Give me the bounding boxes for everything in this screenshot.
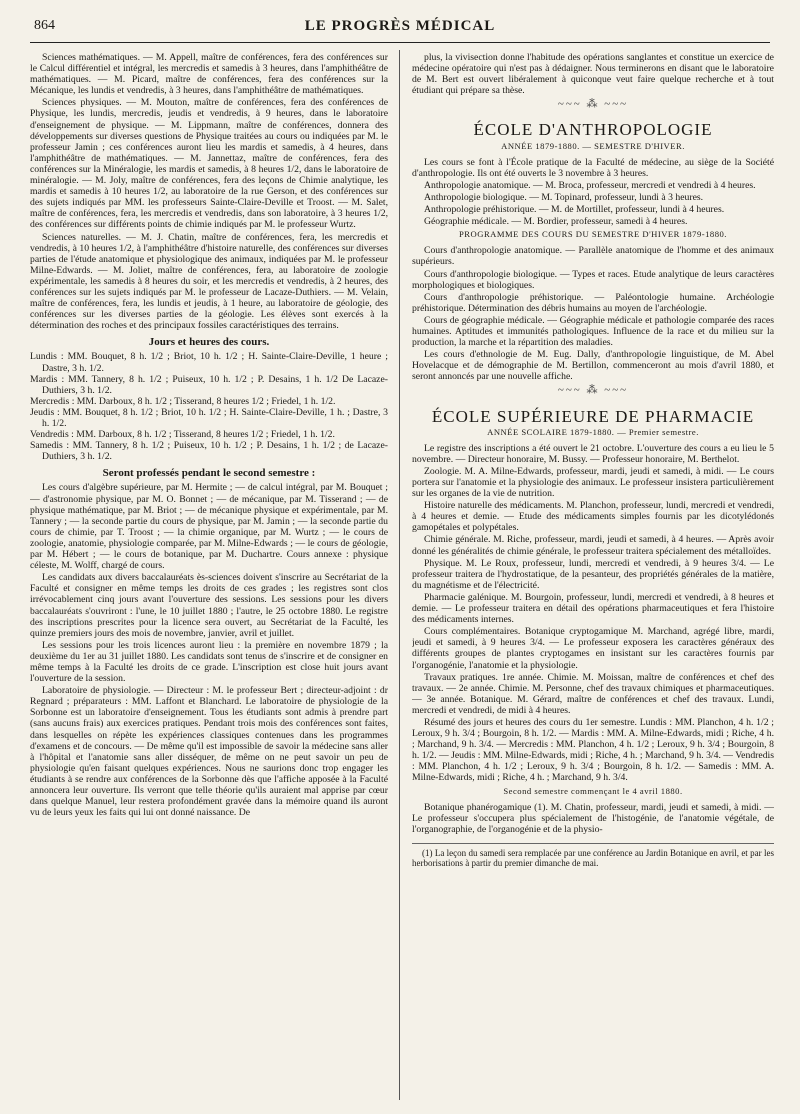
subheading-programme: PROGRAMME DES COURS DU SEMESTRE D'HIVER 1879-1880. — [459, 229, 727, 240]
paragraph-botanique: Botanique phanérogamique (1). M. Chatin, professeur, mardi, jeudi et samedi, à midi. — Le professeur s'occupera plus spécialement de l'histogénie, de l'anatomie végétale, de l'organographie, de l'organogénie et de la physio- — [412, 801, 774, 835]
heading-ecole-pharmacie: ÉCOLE SUPÉRIEURE DE PHARMACIE — [431, 406, 755, 426]
paragraph-licences: Les sessions pour les trois licences auront lieu : la première en novembre 1879 ; la deuxième du 1er au 31 juillet 1880. Les candidats sont tenus de s'inscrire et de consigner en même temps à la Faculté les droits de ce grade. L'inscription est close huit jours avant l'ouverture de la session. — [30, 639, 388, 685]
paragraph-anthro: Les cours se font à l'École pratique de la Faculté de médecine, au siège de la Société d'anthropologie. Ils ont été ouverts le 3 novembre à 3 heures. — [412, 156, 774, 179]
paragraph-programme: Cours d'anthropologie biologique. — Types et races. Etude analytique de leurs caractères morphologiques et biologiques. — [412, 268, 774, 291]
subheading-anthropologie-annee: ANNÉE 1879-1880. — SEMESTRE D'HIVER. — [501, 140, 685, 151]
schedule-item: Mercredis : MM. Darboux, 8 h. 1/2 ; Tisserand, 8 heures 1/2 ; Friedel, 1 h. 1/2. — [30, 395, 336, 407]
paragraph-sciences-naturelles: Sciences naturelles. — M. J. Chatin, maître de conférences, fera, les mercredis et vendredis, à 10 heures 1/2, à l'amphithéâtre d'histoire naturelle, des conférences sur diverses parties de l'étude anatomique et physiologique des animaux, indiquées par M. le professeur Milne-Edwards. — M. Joliet, maître de conférences, fera, au laboratoire de zoologie expérimentale, les samedis à 8 heures du soir, et les mercredis et vendredis, à 2 heures, des conférences sur les sujets indiqués par M. le professeur de Lacaze-Duthiers. — M. Velain, maître de conférences, fera, les lundis et jeudis, à 1 heure, au laboratoire de géologie, des conférences sur les diverses parties de la géologie. Les élèves sont exercés à la détermination des roches et des principaux fossiles caractéristiques des terrains. — [30, 231, 388, 332]
paragraph-pharma: Cours complémentaires. Botanique cryptogamique M. Marchand, agrégé libre, mardi, jeudi et samedi, à 9 heures 3/4. — Le professeur exposera les caractères généraux des différents groupes de plantes cryptogames en insistant sur les caractères fournis par l'organogénie, l'anatomie et la physiologie. — [412, 626, 774, 671]
paragraph-anthro: Géographie médicale. — M. Bordier, professeur, samedi à 4 heures. — [424, 216, 688, 228]
page-number: 864 — [34, 18, 55, 33]
paragraph-sciences-mathematiques: Sciences mathématiques. — M. Appell, maître de conférences, fera des conférences sur le Calcul différentiel et intégral, les mercredis et samedis à 3 heures, dans l'amphithéâtre de mathématiques. — M. Picard, maître de conférences, fera des conférences sur la Mécanique, les lundis et vendredis, à 3 heures, dans l'amphithéâtre de mathématiques. — [30, 52, 388, 97]
footnote-text: (1) La leçon du samedi sera remplacée par une conférence au Jardin Botanique en avril, et par les herborisations à partir du premier dimanche de mai. — [412, 847, 774, 869]
paragraph-anthro: Anthropologie préhistorique. — M. de Mortillet, professeur, lundi à 4 heures. — [424, 204, 725, 216]
paragraph-laboratoire-physiologie: Laboratoire de physiologie. — Directeur : M. le professeur Bert ; directeur-adjoint : dr Regnard ; préparateurs : MM. Laffont et Blanchard. Le laboratoire de physiologie de la Sorbonne est un laboratoire d'enseignement. Tous les étudiants sont admis à prendre part (sans aucuns frais) aux exercices pratiques. Pendant trois mois des conférences sont faites, dans lesquelles on répète les expériences classiques contenues dans les programmes d'examens et de concours. — De même qu'il est impossible de savoir la médecine sans aller à l'hôpital et l'anatomie sans aller disséquer, de même on ne peut savoir un peu de physiologie qu'en faisant quelques expériences. Nous ne saurions donc trop engager les étudiants à se rendre aux conférences de la Sorbonne dès que l'affiche apposée à la Faculté annoncera leur ouverture. Ils verront que telle théorie qu'ils auraient mal apprise par cœur dans quelque Manuel, leur restera profondément gravée dans la mémoire quand ils auront vu de leurs yeux les faits qui lui ont donné naissance. De — [30, 685, 388, 819]
schedule-item: Lundis : MM. Bouquet, 8 h. 1/2 ; Briot, 10 h. 1/2 ; H. Sainte-Claire-Deville, 1 heure ; Dastre, 3 h. 1/2. — [30, 351, 388, 374]
paragraph-programme: Les cours d'ethnologie de M. Eug. Dally, d'anthropologie linguistique, de M. Abel Hovelacque et de démographie de M. Bertillon, commenceront au mois d'avril 1880, et seront annoncés par une nouvelle affiche. — [412, 349, 774, 383]
paragraph-anthro: Anthropologie biologique. — M. Topinard, professeur, lundi à 3 heures. — [424, 191, 704, 203]
paragraph-programme: Cours d'anthropologie anatomique. — Parallèle anatomique de l'homme et des animaux supérieurs. — [412, 245, 774, 268]
subheading-pharmacie-annee: ANNÉE SCOLAIRE 1879-1880. — Premier semestre. — [487, 426, 699, 437]
section-heading-jours: Jours et heures des cours. — [148, 336, 270, 349]
paragraph-pharma: Zoologie. M. A. Milne-Edwards, professeur, mardi, jeudi et samedi, à midi. — Le cours portera sur l'anatomie et la physiologie des animaux. Le professeur insistera particulièrement sur les organes de la vie de nutrition. — [412, 465, 774, 500]
paragraph-pharma: Le registre des inscriptions a été ouvert le 21 octobre. L'ouverture des cours a eu lieu le 5 novembre. — Directeur honoraire, M. Bussy. — Professeur honoraire, M. Berthelot. — [412, 442, 774, 465]
heading-ecole-anthropologie: ÉCOLE D'ANTHROPOLOGIE — [473, 120, 713, 140]
paragraph-pharma: Travaux pratiques. 1re année. Chimie. M. Moissan, maître de conférences et chef des travaux. — 2e année. Chimie. M. Personne, chef des travaux chimiques et pharmaceutiques. — 3e année. Botanique. M. Gérard, maître de conférences et chef des travaux. Lundi, mercredi et vendredi, de midi à 4 heures. — [412, 671, 774, 716]
right-column — [412, 52, 774, 1104]
left-column — [30, 52, 388, 1104]
footnote — [412, 843, 774, 869]
journal-title: LE PROGRÈS MÉDICAL — [304, 18, 496, 34]
paragraph-anthro: Anthropologie anatomique. — M. Broca, professeur, mercredi et vendredi à 4 heures. — [424, 179, 756, 191]
section-heading-second-semestre: Seront professés pendant le second semestre : — [102, 467, 316, 480]
schedule-item: Mardis : MM. Tannery, 8 h. 1/2 ; Puiseux, 10 h. 1/2 ; P. Desains, 1 h. 1/2 De Lacaze-Duthiers, 3 h. 1/2. — [30, 373, 388, 396]
paragraph-sciences-physiques: Sciences physiques. — M. Mouton, maître de conférences, fera des conférences de Physique, les lundis, mercredis, jeudis et vendredis, à 9 heures, dans le laboratoire d'enseignement de physique. — M. Lippmann, maître de conférences, donnera des développements sur diverses questions de Physique traitées au cours ou indiquées par M. le professeur Jamin ; ces conférences auront lieu les mardis et samedis, à 4 heures, dans l'amphithéâtre de mathématiques. — M. Jannettaz, maître de conférences, fera des conférences sur la Minéralogie, les mardis et samedis, à 8 heures 1/2, dans le laboratoire de minéralogie. — M. Joly, maître de conférences, fera des leçons de Chimie analytique, les mardis et samedis à 10 heures 1/2, au laboratoire de la rue Gerson, et des conférences sur des sujets indiqués par MM. les professeurs Sainte-Claire-Deville et Troost. — M. Salet, maître de conférences, fera, les mercredis et vendredis, dans son laboratoire, à 3 heures 1/2, des conférences sur différents points de chimie indiqués par M. le professeur Wurtz. — [30, 97, 388, 231]
paragraph-pharma: Physique. M. Le Roux, professeur, lundi, mercredi et vendredi, à 9 heures 3/4. — Le professeur traitera de l'hydrostatique, de la pesanteur, des propriétés générales de la matière, du magnétisme et de l'électricité. — [412, 557, 774, 591]
schedule-item: Vendredis : MM. Darboux, 8 h. 1/2 ; Tisserand, 8 heures 1/2 ; Friedel, 1 h. 1/2. — [30, 429, 335, 441]
paragraph-baccalaureats: Les candidats aux divers baccalauréats ès-sciences doivent s'inscrire au Secrétariat de la Faculté et consigner en même temps les droits de ces grades ; les registres sont clos irrévocablement cinq jours avant l'ouverture des sessions. Les sessions pour les divers baccalauréats s'ouvriront : l'une, le 10 juillet 1880 ; l'autre, le 25 octobre 1880. Le registre des inscriptions prescrites pour la licence sera ouvert, au Secrétariat de la Faculté, les quinze premiers jours des mois de novembre, janvier, avril et juillet. — [30, 572, 388, 639]
paragraph-pharma: Pharmacie galénique. M. Bourgoin, professeur, lundi, mercredi et vendredi, à 8 heures et demie. — Le professeur traitera en détail des opérations pharmaceutiques et fera l'histoire des médicaments internes. — [412, 591, 774, 626]
paragraph-programme: Cours de géographie médicale. — Géographie médicale et pathologie comparée des races humaines. Aptitudes et immunités pathologiques. Influence de la race et du milieu sur la production, la marche et la répartition des maladies. — [412, 314, 774, 349]
ornament-divider: ~~~ ⁂ ~~~ — [557, 98, 629, 111]
ornament-divider: ~~~ ⁂ ~~~ — [557, 384, 629, 397]
paragraph-cours: Les cours d'algèbre supérieure, par M. Hermite ; — de calcul intégral, par M. Bouquet ; — d'astronomie physique, par M. O. Bonnet ; — de mécanique, par M. Tisserand ; — de physique mathématique, par M. Briot ; — de mécanique physique et expérimentale, par M. Tannery ; — la seconde partie du cours de physique, par M. Jamin ; — la seconde partie du cours de chimie, par T. Troost ; — la chimie organique, par M. Wurtz ; — le cours de zoologie, anatomie, physiologie comparée, par M. Milne-Edwards ; — le cours de géologie, par M. Hébert ; — le cours de botanique, par M. Duchartre. Cours annexe : physique céleste, M. Wolff, chargé de cours. — [30, 482, 388, 572]
paragraph-pharma: Histoire naturelle des médicaments. M. Planchon, professeur, lundi, mercredi et vendredi, à 4 heures et demie. — Etude des médicaments simples fournis par les dicotylédonés gamopétales et polypétales. — [412, 500, 774, 534]
schedule-item: Samedis : MM. Tannery, 8 h. 1/2 ; Puiseux, 10 h. 1/2 ; P. Desains, 1 h. 1/2 ; de Lacaze-Duthiers, 3 h. 1/2. — [30, 440, 388, 463]
paragraph-continuation: plus, la vivisection donne l'habitude des opérations sanglantes et constitue un exercice de médecine opératoire qui n'est pas à dédaigner. Nous terminerons en disant que le laboratoire de M. Bert est ouvert libéralement à quiconque veut faire quelque recherche et à tout étudiant qui prépare sa thèse. — [412, 52, 774, 97]
paragraph-pharma: Résumé des jours et heures des cours du 1er semestre. Lundis : MM. Planchon, 4 h. 1/2 ; Leroux, 9 h. 3/4 ; Bourgoin, 8 h. 1/2. — Mardis : MM. A. Milne-Edwards, midi ; Riche, 4 h. ; Marchand, 9 h. 3/4. — Mercredis : MM. Planchon, 4 h. 1/2 ; Leroux, 9 h. 3/4 ; Bourgoin, 8 h. 1/2. — Jeudis : MM. Milne-Edwards, midi ; Riche, 4 h. ; Marchand, 9 h. 3/4. — Vendredis : MM. Planchon, 4 h. 1/2 ; Leroux, 9 h. 3/4 ; Bourgoin, 8 h. 1/2. — Samedis : MM. A. Milne-Edwards, midi ; Riche, 4 h. ; Marchand, 9 h. 3/4. — [412, 716, 774, 784]
subheading-second-semestre: Second semestre commençant le 4 avril 1880. — [503, 785, 683, 796]
page-header — [30, 18, 770, 43]
paragraph-pharma: Chimie générale. M. Riche, professeur, mardi, jeudi et samedi, à 4 heures. — Après avoir donné les généralités de chimie générale, le professeur traitera spécialement des métalloïdes. — [412, 534, 774, 557]
schedule-item: Jeudis : MM. Bouquet, 8 h. 1/2 ; Briot, 10 h. 1/2 ; H. Sainte-Claire-Deville, 1 h. ; Dastre, 3 h. 1/2. — [30, 406, 388, 429]
column-divider — [399, 50, 400, 1100]
paragraph-programme: Cours d'anthropologie préhistorique. — Paléontologie humaine. Archéologie préhistorique. Détermination des débris humains au moyen de l'archéologie. — [412, 291, 774, 314]
schedule-list — [30, 351, 388, 462]
